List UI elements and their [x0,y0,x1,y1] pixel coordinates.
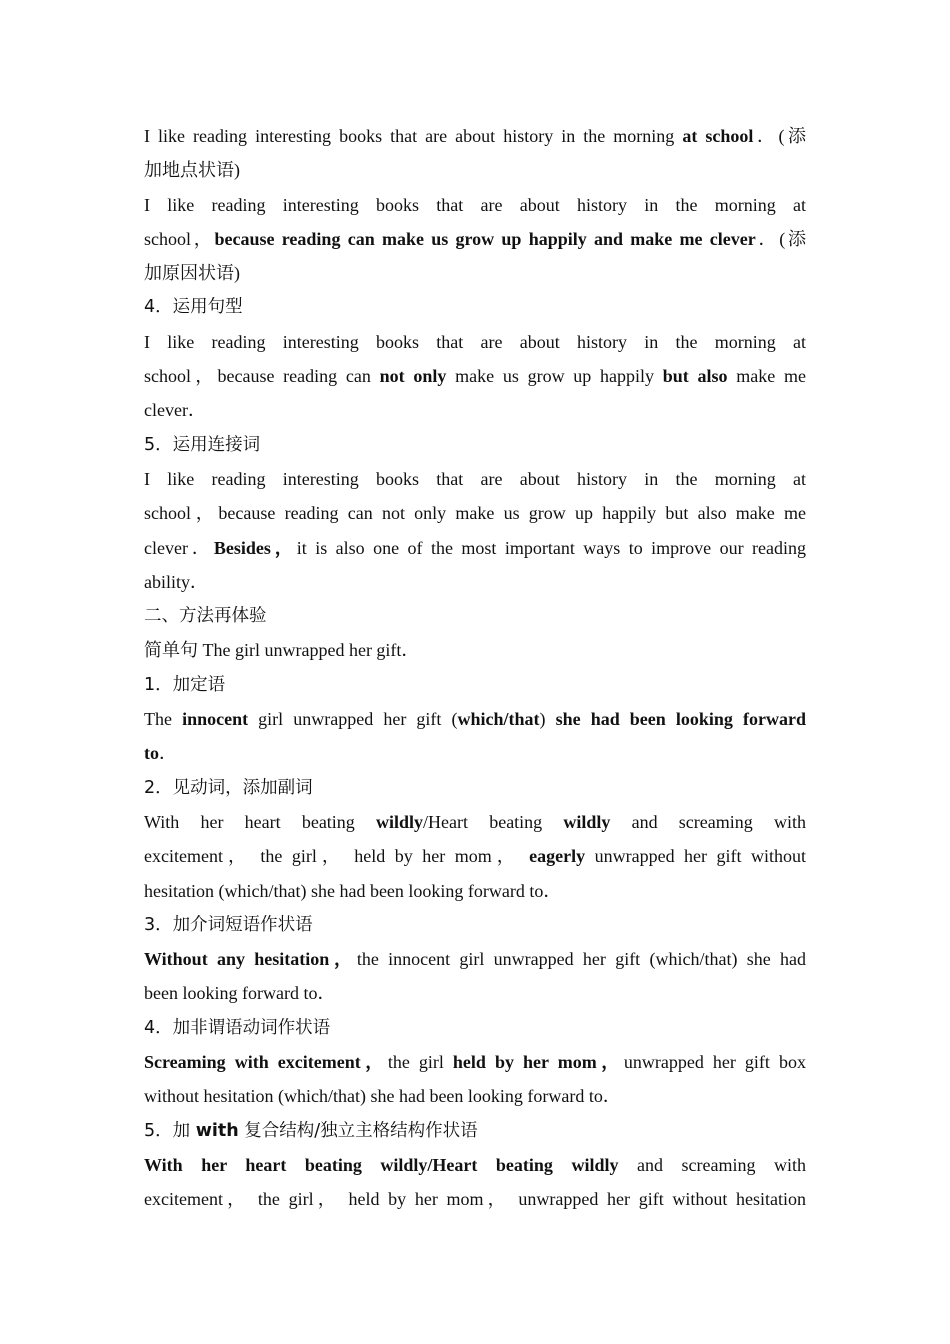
section-heading [144,599,806,633]
text-line [144,633,806,667]
text-run: 复合结构/独立主格结构作状语 [238,1120,478,1141]
text-run: 简单句 The girl unwrapped her gift． [144,640,420,661]
section-heading [144,1011,806,1045]
bold-text: Screaming with excitement， [144,1052,388,1073]
bold-text: she had been looking forward [555,709,806,730]
text-line [144,119,806,153]
text-run: ) [539,709,556,730]
text-line [144,976,806,1010]
text-line [144,393,806,427]
document-page [144,119,806,1217]
bold-text: Without any hesitation， [144,949,357,970]
text-run: hesitation (which/that) she had been looking forward to． [144,880,562,901]
bold-text: wildly [563,811,611,832]
text-run: and screaming with [610,811,806,832]
section-heading [144,668,806,702]
bold-text: wildly [376,811,424,832]
text-line [144,1079,806,1113]
text-run: school，because reading can [144,366,380,387]
section-heading [144,290,806,324]
text-line [144,1182,806,1216]
text-run: 二、方法再体验 [144,606,267,627]
text-run: clever． [144,537,214,558]
text-run: school， [144,228,215,249]
text-line [144,531,806,565]
text-line [144,942,806,976]
text-run: without hesitation (which/that) she had been looking forward to． [144,1086,621,1107]
text-run: I like reading interesting books that are about history in the morning at [144,331,806,352]
text-run: 2．见动词，添加副词 [144,777,313,798]
text-run: 5．加 [144,1120,196,1141]
text-run: and screaming with [618,1154,806,1175]
text-run: excitement， the girl， held by her mom， [144,846,530,867]
text-run: I like reading interesting books that are about history in the morning [144,126,683,146]
text-run: 4．加非谓语动词作状语 [144,1017,331,1038]
text-run: make us grow up happily [446,366,663,387]
section-heading [144,908,806,942]
text-line [144,188,806,222]
text-run: I like reading interesting books that are about history in the morning at [144,468,806,489]
section-heading [144,771,806,805]
bold-text: which/that [457,709,540,730]
text-run: The [144,709,183,730]
text-run: ．(添 [753,126,807,146]
bold-text: With her heart beating wildly/Heart beating wildly [144,1154,619,1175]
text-run: 3．加介词短语作状语 [144,914,313,935]
text-run: I like reading interesting books that are about history in the morning at [144,194,806,215]
text-run: 加原因状语) [144,263,240,284]
bold-text: eagerly [529,846,586,867]
text-line [144,874,806,908]
text-run: With her heart beating [144,811,377,832]
text-line [144,496,806,530]
text-line [144,462,806,496]
text-line [144,359,806,393]
bold-text: held by her mom， [452,1052,624,1073]
text-line [144,839,806,873]
bold-text: at school [682,126,754,146]
text-run: been looking forward to． [144,983,336,1004]
text-run: 加地点状语) [144,160,240,181]
text-run: ． [159,743,177,764]
text-run: it is also one of the most important ways to improve our reading [296,537,807,558]
bold-text: because reading can make us grow up happily and make me clever [214,228,756,249]
text-line [144,702,806,736]
text-run: unwrapped her gift without [585,846,806,867]
text-line [144,256,806,290]
section-heading [144,1114,806,1148]
text-run: 4．运用句型 [144,297,243,318]
text-run: girl unwrapped her gift ( [248,709,458,730]
text-run: school，because reading can not only make us grow up happily but also make me [144,503,806,524]
text-run: the innocent girl unwrapped her gift (which/that) she had [356,949,806,970]
bold-text: not only [379,366,447,387]
text-line [144,805,806,839]
text-run: 1．加定语 [144,674,226,695]
text-line [144,222,806,256]
text-run: /Heart beating [423,811,564,832]
text-run: excitement， the girl， held by her mom， unwrapped her gift without hesitation [144,1189,806,1210]
text-line [144,325,806,359]
text-line [144,1148,806,1182]
text-run: the girl [387,1052,453,1073]
text-run: clever． [144,400,206,421]
text-run: unwrapped her gift box [623,1052,806,1073]
bold-text: to [144,743,159,764]
text-line [144,565,806,599]
text-run: ability． [144,571,208,592]
bold-text: innocent [182,709,249,730]
text-line [144,736,806,770]
text-run: ．(添 [755,228,806,249]
bold-text: but also [662,366,728,387]
text-run: 5．运用连接词 [144,434,261,455]
section-heading [144,428,806,462]
text-line [144,153,806,187]
text-run: make me [727,366,806,387]
text-line [144,1045,806,1079]
bold-text: Besides， [213,537,297,558]
bold-text: with [195,1120,239,1141]
